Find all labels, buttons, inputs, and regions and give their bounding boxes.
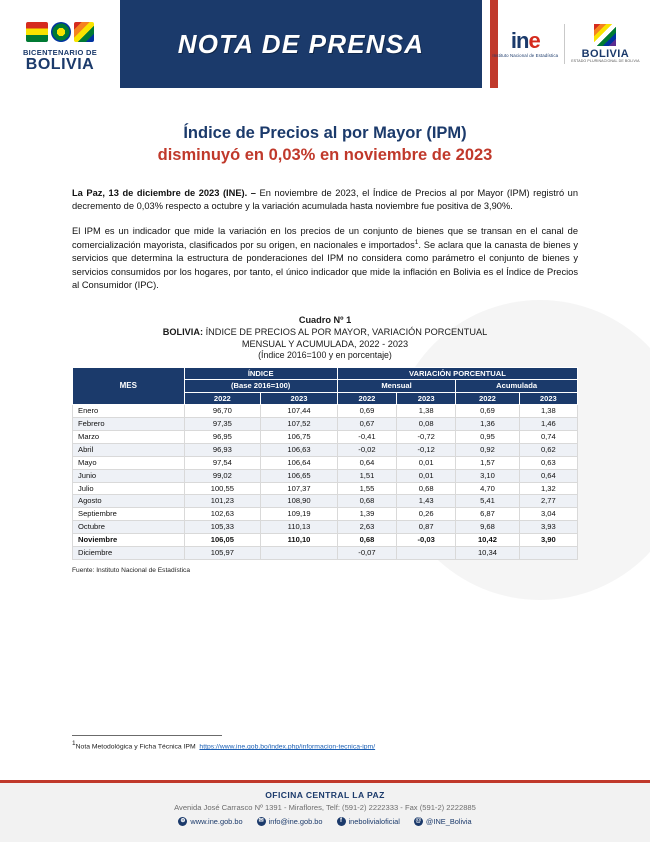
page-content bbox=[0, 122, 650, 574]
table-cell-a22: 3,10 bbox=[456, 469, 519, 482]
footnote-line bbox=[72, 740, 578, 750]
table-cell-a22: 4,70 bbox=[456, 482, 519, 495]
table-cell-i22: 105,33 bbox=[184, 521, 261, 534]
table-section bbox=[72, 314, 578, 574]
table-cell-i23: 110,10 bbox=[261, 534, 338, 547]
table-cell-i22: 100,55 bbox=[184, 482, 261, 495]
table-cell-mes: Abril bbox=[73, 444, 185, 457]
page-title bbox=[72, 122, 578, 167]
table-cell-mes: Marzo bbox=[73, 431, 185, 444]
table-row bbox=[73, 482, 578, 495]
footnote-rule bbox=[72, 735, 222, 736]
table-cell-m22: 0,68 bbox=[337, 534, 396, 547]
footer-social-links bbox=[0, 817, 650, 826]
table-head bbox=[73, 367, 578, 404]
table-cell-m23 bbox=[397, 546, 456, 559]
footer-address: Avenida José Carrasco Nº 1391 - Miraflores, Telf: (591-2) 2222333 - Fax (591-2) 2222885 bbox=[174, 803, 476, 812]
table-title-line-2: MENSUAL Y ACUMULADA, 2022 - 2023 bbox=[241, 339, 409, 350]
table-cell-i23: 106,63 bbox=[261, 444, 338, 457]
table-row bbox=[73, 508, 578, 521]
th-year-acum-2022: 2022 bbox=[456, 392, 519, 404]
table-title-country: BOLIVIA: bbox=[162, 327, 204, 338]
paragraph-2 bbox=[72, 225, 578, 292]
document-header bbox=[0, 0, 650, 88]
table-row bbox=[73, 534, 578, 547]
whipala-square-icon bbox=[594, 24, 616, 46]
paragraph-2-text-a: El IPM es un indicador que mide la variación en los precios de un conjunto de bienes que se transan en el canal de comercialización mayorista, clasificados por su origen, en nacionales e importados bbox=[72, 225, 578, 251]
table-cell-i22: 96,95 bbox=[184, 431, 261, 444]
table-cell-m22: 0,67 bbox=[337, 418, 396, 431]
table-cell-a22: 5,41 bbox=[456, 495, 519, 508]
table-cell-m23: 1,38 bbox=[397, 405, 456, 418]
table-cell-mes: Octubre bbox=[73, 521, 185, 534]
table-cell-m22: 2,63 bbox=[337, 521, 396, 534]
table-title-line-1 bbox=[72, 326, 578, 338]
th-year-acum-2023: 2023 bbox=[519, 392, 577, 404]
table-cell-mes: Diciembre bbox=[73, 546, 185, 559]
table-cell-m23: 0,08 bbox=[397, 418, 456, 431]
table-cell-i22: 101,23 bbox=[184, 495, 261, 508]
table-source: Fuente: Instituto Nacional de Estadística bbox=[72, 566, 191, 574]
table-cell-a23: 1,32 bbox=[519, 482, 577, 495]
table-title-rest: ÍNDICE DE PRECIOS AL POR MAYOR, VARIACIÓN PORCENTUAL bbox=[203, 327, 488, 338]
logo-divider bbox=[564, 24, 565, 64]
table-cell-m23: 0,01 bbox=[397, 469, 456, 482]
table-cell-m22: 1,51 bbox=[337, 469, 396, 482]
table-cell-mes: Mayo bbox=[73, 456, 185, 469]
table-cell-m22: -0,07 bbox=[337, 546, 396, 559]
institution-logos bbox=[482, 0, 650, 88]
table-row bbox=[73, 521, 578, 534]
bolivia-flag-icon bbox=[26, 22, 48, 42]
table-cell-i23 bbox=[261, 546, 338, 559]
footnote-block bbox=[72, 735, 578, 750]
footer-social-item[interactable] bbox=[257, 817, 323, 826]
table-cell-i23: 108,90 bbox=[261, 495, 338, 508]
table-cell-i22: 97,35 bbox=[184, 418, 261, 431]
table-cell-a23: 1,46 bbox=[519, 418, 577, 431]
table-cell-i23: 106,75 bbox=[261, 431, 338, 444]
table-cell-i23: 107,52 bbox=[261, 418, 338, 431]
th-indice: ÍNDICE bbox=[184, 367, 337, 379]
table-cell-i23: 106,65 bbox=[261, 469, 338, 482]
table-cell-a22: 1,36 bbox=[456, 418, 519, 431]
table-cell-m22: -0,41 bbox=[337, 431, 396, 444]
bicentenario-emblem bbox=[26, 19, 94, 45]
paragraph-1 bbox=[72, 187, 578, 213]
dateline: La Paz, 13 de diciembre de 2023 (INE). – bbox=[72, 187, 256, 198]
title-line-1: Índice de Precios al por Mayor (IPM) bbox=[183, 124, 467, 142]
globe-icon: ⊕ bbox=[180, 818, 186, 824]
th-year-mensual-2022: 2022 bbox=[337, 392, 396, 404]
table-row bbox=[73, 546, 578, 559]
table-cell-m23: 0,68 bbox=[397, 482, 456, 495]
paragraph-1-text: En noviembre de 2023, el Índice de Precios al por Mayor (IPM) registró un decremento de 0,03% respecto a octubre y la variación acumulada hasta noviembre fue positiva de 3,90%. bbox=[72, 187, 579, 211]
table-row bbox=[73, 405, 578, 418]
footnote-marker: 1 bbox=[72, 740, 76, 747]
table-cell-m23: -0,12 bbox=[397, 444, 456, 457]
footer-office-title: OFICINA CENTRAL LA PAZ bbox=[265, 790, 385, 800]
footer-social-label: www.ine.gob.bo bbox=[190, 817, 243, 826]
estado-plurinacional-logo bbox=[571, 24, 639, 64]
table-title-line-3: (Índice 2016=100 y en porcentaje) bbox=[258, 350, 392, 361]
th-year-indice-2022: 2022 bbox=[184, 392, 261, 404]
footer-social-item[interactable] bbox=[414, 817, 472, 826]
th-acumulada: Acumulada bbox=[456, 380, 578, 392]
bicentenario-label: BICENTENARIO DE bbox=[22, 48, 98, 57]
table-body bbox=[73, 405, 578, 559]
table-cell-i22: 97,54 bbox=[184, 456, 261, 469]
table-cell-m22: 0,68 bbox=[337, 495, 396, 508]
table-cell-a23: 2,77 bbox=[519, 495, 577, 508]
th-year-mensual-2023: 2023 bbox=[397, 392, 456, 404]
table-cell-a23 bbox=[519, 546, 577, 559]
table-cell-i23: 109,19 bbox=[261, 508, 338, 521]
table-cell-i23: 110,13 bbox=[261, 521, 338, 534]
table-cell-i22: 96,93 bbox=[184, 444, 261, 457]
table-row bbox=[73, 469, 578, 482]
footer-social-label: inebolivialoficial bbox=[348, 817, 400, 826]
table-cell-m23: 0,87 bbox=[397, 521, 456, 534]
title-line-2: disminuyó en 0,03% en noviembre de 2023 bbox=[157, 146, 493, 165]
table-cell-a23: 3,93 bbox=[519, 521, 577, 534]
bolivia-label: BOLIVIA bbox=[25, 56, 95, 73]
table-cell-a22: 6,87 bbox=[456, 508, 519, 521]
th-mes: MES bbox=[73, 367, 185, 404]
ine-wordmark: ine bbox=[510, 27, 540, 53]
table-cell-m23: -0,72 bbox=[397, 431, 456, 444]
table-header-row-1 bbox=[73, 367, 578, 379]
banner-title: NOTA DE PRENSA bbox=[177, 28, 425, 59]
twitter-icon: @ bbox=[415, 818, 422, 824]
table-cell-m22: 1,39 bbox=[337, 508, 396, 521]
table-cell-m23: 0,26 bbox=[397, 508, 456, 521]
table-cell-a23: 3,90 bbox=[519, 534, 577, 547]
table-cell-mes: Agosto bbox=[73, 495, 185, 508]
table-cell-m22: -0,02 bbox=[337, 444, 396, 457]
table-cell-a22: 0,95 bbox=[456, 431, 519, 444]
table-cuadro-label: Cuadro Nº 1 bbox=[298, 314, 352, 325]
table-cell-i22: 99,02 bbox=[184, 469, 261, 482]
banner bbox=[120, 0, 482, 88]
ipm-table bbox=[72, 367, 578, 560]
table-cell-a23: 0,63 bbox=[519, 456, 577, 469]
th-variacion: VARIACIÓN PORCENTUAL bbox=[337, 367, 577, 379]
table-cell-mes: Septiembre bbox=[73, 508, 185, 521]
table-cell-m23: 0,01 bbox=[397, 456, 456, 469]
footnote-text: Nota Metodológica y Ficha Técnica IPM bbox=[75, 743, 196, 751]
th-indice-sub: (Base 2016=100) bbox=[184, 380, 337, 392]
table-cell-i22: 106,05 bbox=[184, 534, 261, 547]
footnote-ref: 1 bbox=[414, 239, 419, 247]
footer-social-label: @INE_Bolivia bbox=[425, 817, 472, 826]
table-row bbox=[73, 444, 578, 457]
table-row bbox=[73, 418, 578, 431]
ine-logo bbox=[492, 27, 559, 58]
table-cell-i23: 106,64 bbox=[261, 456, 338, 469]
ine-subtitle: Instituto Nacional de Estadística bbox=[492, 52, 559, 58]
table-cell-m23: 1,43 bbox=[397, 495, 456, 508]
table-cell-a23: 0,64 bbox=[519, 469, 577, 482]
table-cell-a23: 0,62 bbox=[519, 444, 577, 457]
table-row bbox=[73, 431, 578, 444]
table-cell-i23: 107,44 bbox=[261, 405, 338, 418]
table-cell-i22: 105,97 bbox=[184, 546, 261, 559]
table-cell-a23: 1,38 bbox=[519, 405, 577, 418]
table-cell-mes: Junio bbox=[73, 469, 185, 482]
footer-social-item[interactable] bbox=[178, 817, 242, 826]
table-cell-i22: 102,63 bbox=[184, 508, 261, 521]
document-footer bbox=[0, 780, 650, 842]
table-cell-a22: 1,57 bbox=[456, 456, 519, 469]
table-cell-a22: 9,68 bbox=[456, 521, 519, 534]
table-cell-m22: 0,69 bbox=[337, 405, 396, 418]
table-cell-mes: Noviembre bbox=[73, 534, 185, 547]
table-cell-a22: 10,34 bbox=[456, 546, 519, 559]
table-cell-mes: Enero bbox=[73, 405, 185, 418]
table-cell-a22: 10,42 bbox=[456, 534, 519, 547]
th-mensual: Mensual bbox=[337, 380, 455, 392]
bicentenario-logo-block bbox=[0, 0, 120, 88]
table-cell-mes: Julio bbox=[73, 482, 185, 495]
table-cell-m22: 0,64 bbox=[337, 456, 396, 469]
th-year-indice-2023: 2023 bbox=[261, 392, 338, 404]
footer-social-label: info@ine.gob.bo bbox=[268, 817, 323, 826]
table-row bbox=[73, 495, 578, 508]
table-cell-m23: -0,03 bbox=[397, 534, 456, 547]
whipala-icon bbox=[74, 22, 94, 42]
footnote-link[interactable]: https://www.ine.gob.bo/index.php/informacion-tecnica-ipm/ bbox=[199, 743, 376, 751]
table-caption bbox=[72, 314, 578, 362]
mail-icon: ✉ bbox=[258, 818, 264, 824]
table-cell-m22: 1,55 bbox=[337, 482, 396, 495]
table-cell-a23: 0,74 bbox=[519, 431, 577, 444]
table-cell-a22: 0,92 bbox=[456, 444, 519, 457]
table-cell-i22: 96,70 bbox=[184, 405, 261, 418]
table-cell-a22: 0,69 bbox=[456, 405, 519, 418]
estado-bolivia-label: BOLIVIA bbox=[581, 47, 630, 60]
table-cell-i23: 107,37 bbox=[261, 482, 338, 495]
footer-social-item[interactable] bbox=[337, 817, 400, 826]
paragraph-2-text-b: . Se aclara que la canasta de bienes y servicios que determina la estructura de ponderaciones del IPM no considera como parámetro el conjunto de bienes y servicios consumidos por los hogares, por tanto, el único indicador que mide la inflación en Bolivia es el Índice de Precios al Consumidor (IPC). bbox=[72, 240, 578, 290]
facebook-icon: f bbox=[337, 817, 346, 826]
estado-sublabel: ESTADO PLURINACIONAL DE BOLIVIA bbox=[571, 59, 640, 64]
table-cell-a23: 3,04 bbox=[519, 508, 577, 521]
table-cell-mes: Febrero bbox=[73, 418, 185, 431]
bicentenario-circle-icon bbox=[51, 22, 71, 42]
table-row bbox=[73, 456, 578, 469]
